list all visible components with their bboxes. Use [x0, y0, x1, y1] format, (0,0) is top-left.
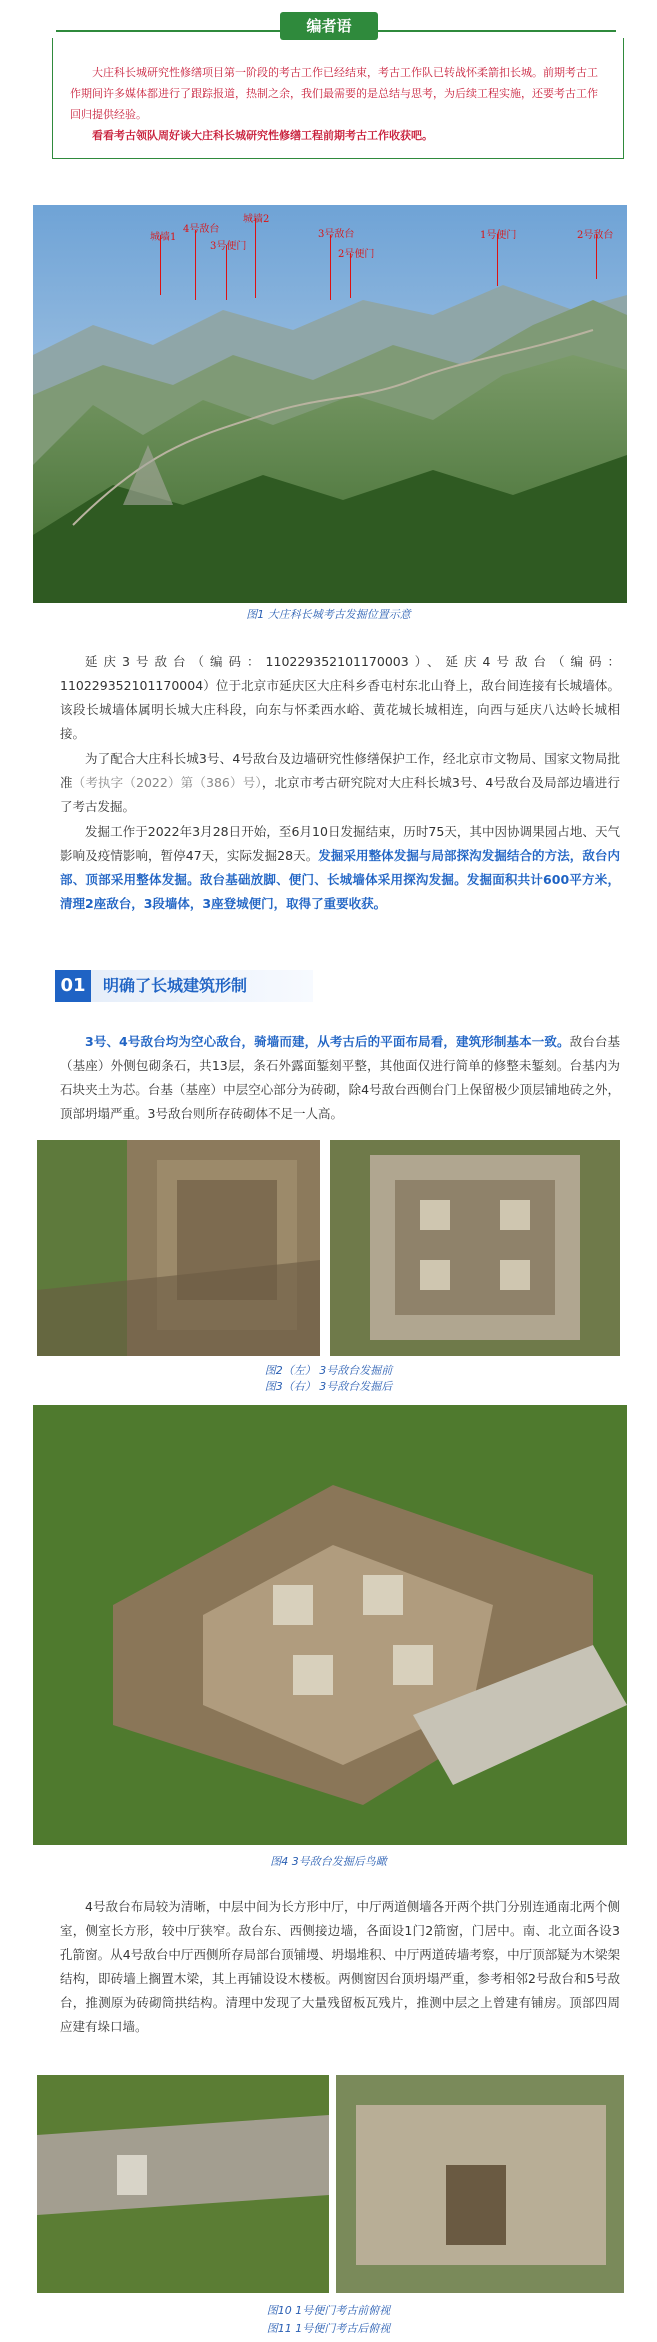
- figure-11-caption: 图11 1号便门考古后俯视: [266, 2322, 391, 2335]
- tower-3-after-image: [330, 1140, 620, 1356]
- form-highlight: 3号、4号敌台均为空心敌台，骑墙而建，从考古后的平面布局看，建筑形制基本一致。: [85, 1034, 570, 1049]
- paragraph-form: [60, 1030, 620, 1126]
- paragraph-tower-4: [60, 1895, 620, 2039]
- paragraph-form-text: [60, 1030, 620, 1126]
- editor-note-paragraph-1: 大庄科长城研究性修缮项目第一阶段的考古工作已经结束，考古工作队已转战怀柔箭扣长城。前期考古工作期间许多媒体都进行了跟踪报道，热制之余，我们最需要的是总结与思考，为后续工程实施，还要考古工作回归提供经验。: [70, 66, 598, 121]
- tower-3-aerial-image: [33, 1405, 627, 1845]
- figure-3-photo: [330, 1140, 620, 1356]
- marker-gate-3: 3号便门: [210, 241, 247, 252]
- figure-10-caption: 图10 1号便门考古前俯视: [266, 2304, 391, 2317]
- figure-2-caption: 图2（左） 3号敌台发掘前: [264, 1364, 393, 1377]
- permit-number: （考执字（2022）第（386）号）: [72, 775, 262, 790]
- section-title: 明确了长城建筑形制: [91, 970, 313, 1002]
- editor-note-text: [70, 62, 605, 146]
- figure-10-photo: [37, 2075, 329, 2293]
- figure-3-caption: 图3（右） 3号敌台发掘后: [264, 1380, 393, 1393]
- marker-line-7: [497, 234, 498, 286]
- paragraph-tower-4-text: 4号敌台布局较为清晰，中层中间为长方形中厅，中厅两道侧墙各开两个拱门分别连通南北两个侧室，侧室长方形，较中厅狭窄。敌台东、西侧接边墙，各面设1门2箭窗，门居中。南、北立面各设3孔箭窗。从4号敌台中厅西侧所存局部台顶铺墁、坍塌堆积、中厅两道砖墙考察，中厅顶部疑为木梁架结构，即砖墙上搁置木梁，其上再铺设设木楼板。两侧窗因台顶坍塌严重，参考相邻2号敌台和5号敌台，推测原为砖砌筒拱结构。清理中发现了大量残留板瓦残片，推测中层之上曾建有铺房。顶部四周应建有垛口墙。: [60, 1899, 620, 2034]
- marker-wall-2: 城墙2: [243, 214, 270, 225]
- paragraph-location: [60, 650, 620, 746]
- gate-1-after-image: [336, 2075, 624, 2293]
- section-number: 01: [55, 970, 91, 1002]
- marker-line-1: [160, 235, 161, 295]
- work-method-highlight: 发掘采用整体发掘与局部探沟发掘结合的方法，敌台内部、顶部采用整体发掘。敌台基础放脚、便门、长城墙体采用探沟发掘。发掘面积共计600平方米，清理2座敌台，3段墙体，3座登城便门，取得了重要收获。: [60, 848, 620, 911]
- editor-note-badge: 编者语: [280, 12, 378, 40]
- marker-gate-2: 2号便门: [338, 249, 375, 260]
- paragraph-location-text: 延庆3号敌台（编码：110229352101170003）、延庆4号敌台（编码：110229352101170004）位于北京市延庆区大庄科乡香屯村东北山脊上，敌台间连接有长城墙体。该段长城墙体属明长城大庄科段，向东与怀柔西水峪、黄花城长城相连，向西与延庆八达岭长城相接。: [60, 654, 620, 741]
- form-detail: 敌台台基（基座）外侧包砌条石，共13层，条石外露面錾刻平整，其他面仅进行简单的修整未錾刻。台基内为石块夹土为芯。台基（基座）中层空心部分为砖砌，除4号敌台西侧台门上保留极少顶层铺地砖之外，顶部坍塌严重。3号敌台则所存砖砌体不足一人高。: [60, 1034, 620, 1121]
- paragraph-purpose-text: [60, 747, 620, 819]
- marker-tower-4: 4号敌台: [183, 224, 220, 235]
- work-period-text: 发掘工作于2022年3月28日开始，至6月10日发掘结束，历时75天，其中因协调果园占地、天气影响及疫情影响，暂停47天，实际发掘28天。: [60, 824, 620, 863]
- paragraph-purpose: [60, 747, 620, 819]
- marker-tower-2: 2号敌台: [577, 230, 614, 241]
- gate-1-before-image: [37, 2075, 329, 2293]
- figure-4-caption: 图4 3号敌台发掘后鸟瞰: [270, 1855, 387, 1868]
- figure-11-photo: [336, 2075, 624, 2293]
- purpose-text-b: ，北京市考古研究院对大庄科长城3号、4号敌台及局部边墙进行了考古发掘。: [60, 775, 620, 814]
- marker-line-3: [255, 218, 256, 298]
- figure-4-photo: [33, 1405, 627, 1845]
- purpose-text-a: 为了配合大庄科长城3号、4号敌台及边墙研究性修缮保护工作，经北京市文物局、国家文物局批准: [60, 751, 620, 790]
- marker-tower-3: 3号敌台: [318, 229, 355, 240]
- marker-wall-1: 城墙1: [150, 232, 177, 243]
- paragraph-work-period-text: [60, 820, 620, 916]
- paragraph-work-period: [60, 820, 620, 916]
- marker-line-2: [195, 230, 196, 300]
- editor-note-paragraph-2: 看看考古领队周好谈大庄科长城研究性修缮工程前期考古工作收获吧。: [92, 129, 433, 142]
- marker-line-4: [226, 245, 227, 300]
- marker-line-5: [330, 235, 331, 300]
- figure-1-caption: 图1 大庄科长城考古发掘位置示意: [246, 608, 411, 621]
- tower-3-before-image: [37, 1140, 320, 1356]
- figure-2-photo: [37, 1140, 320, 1356]
- marker-gate-1: 1号便门: [480, 230, 517, 241]
